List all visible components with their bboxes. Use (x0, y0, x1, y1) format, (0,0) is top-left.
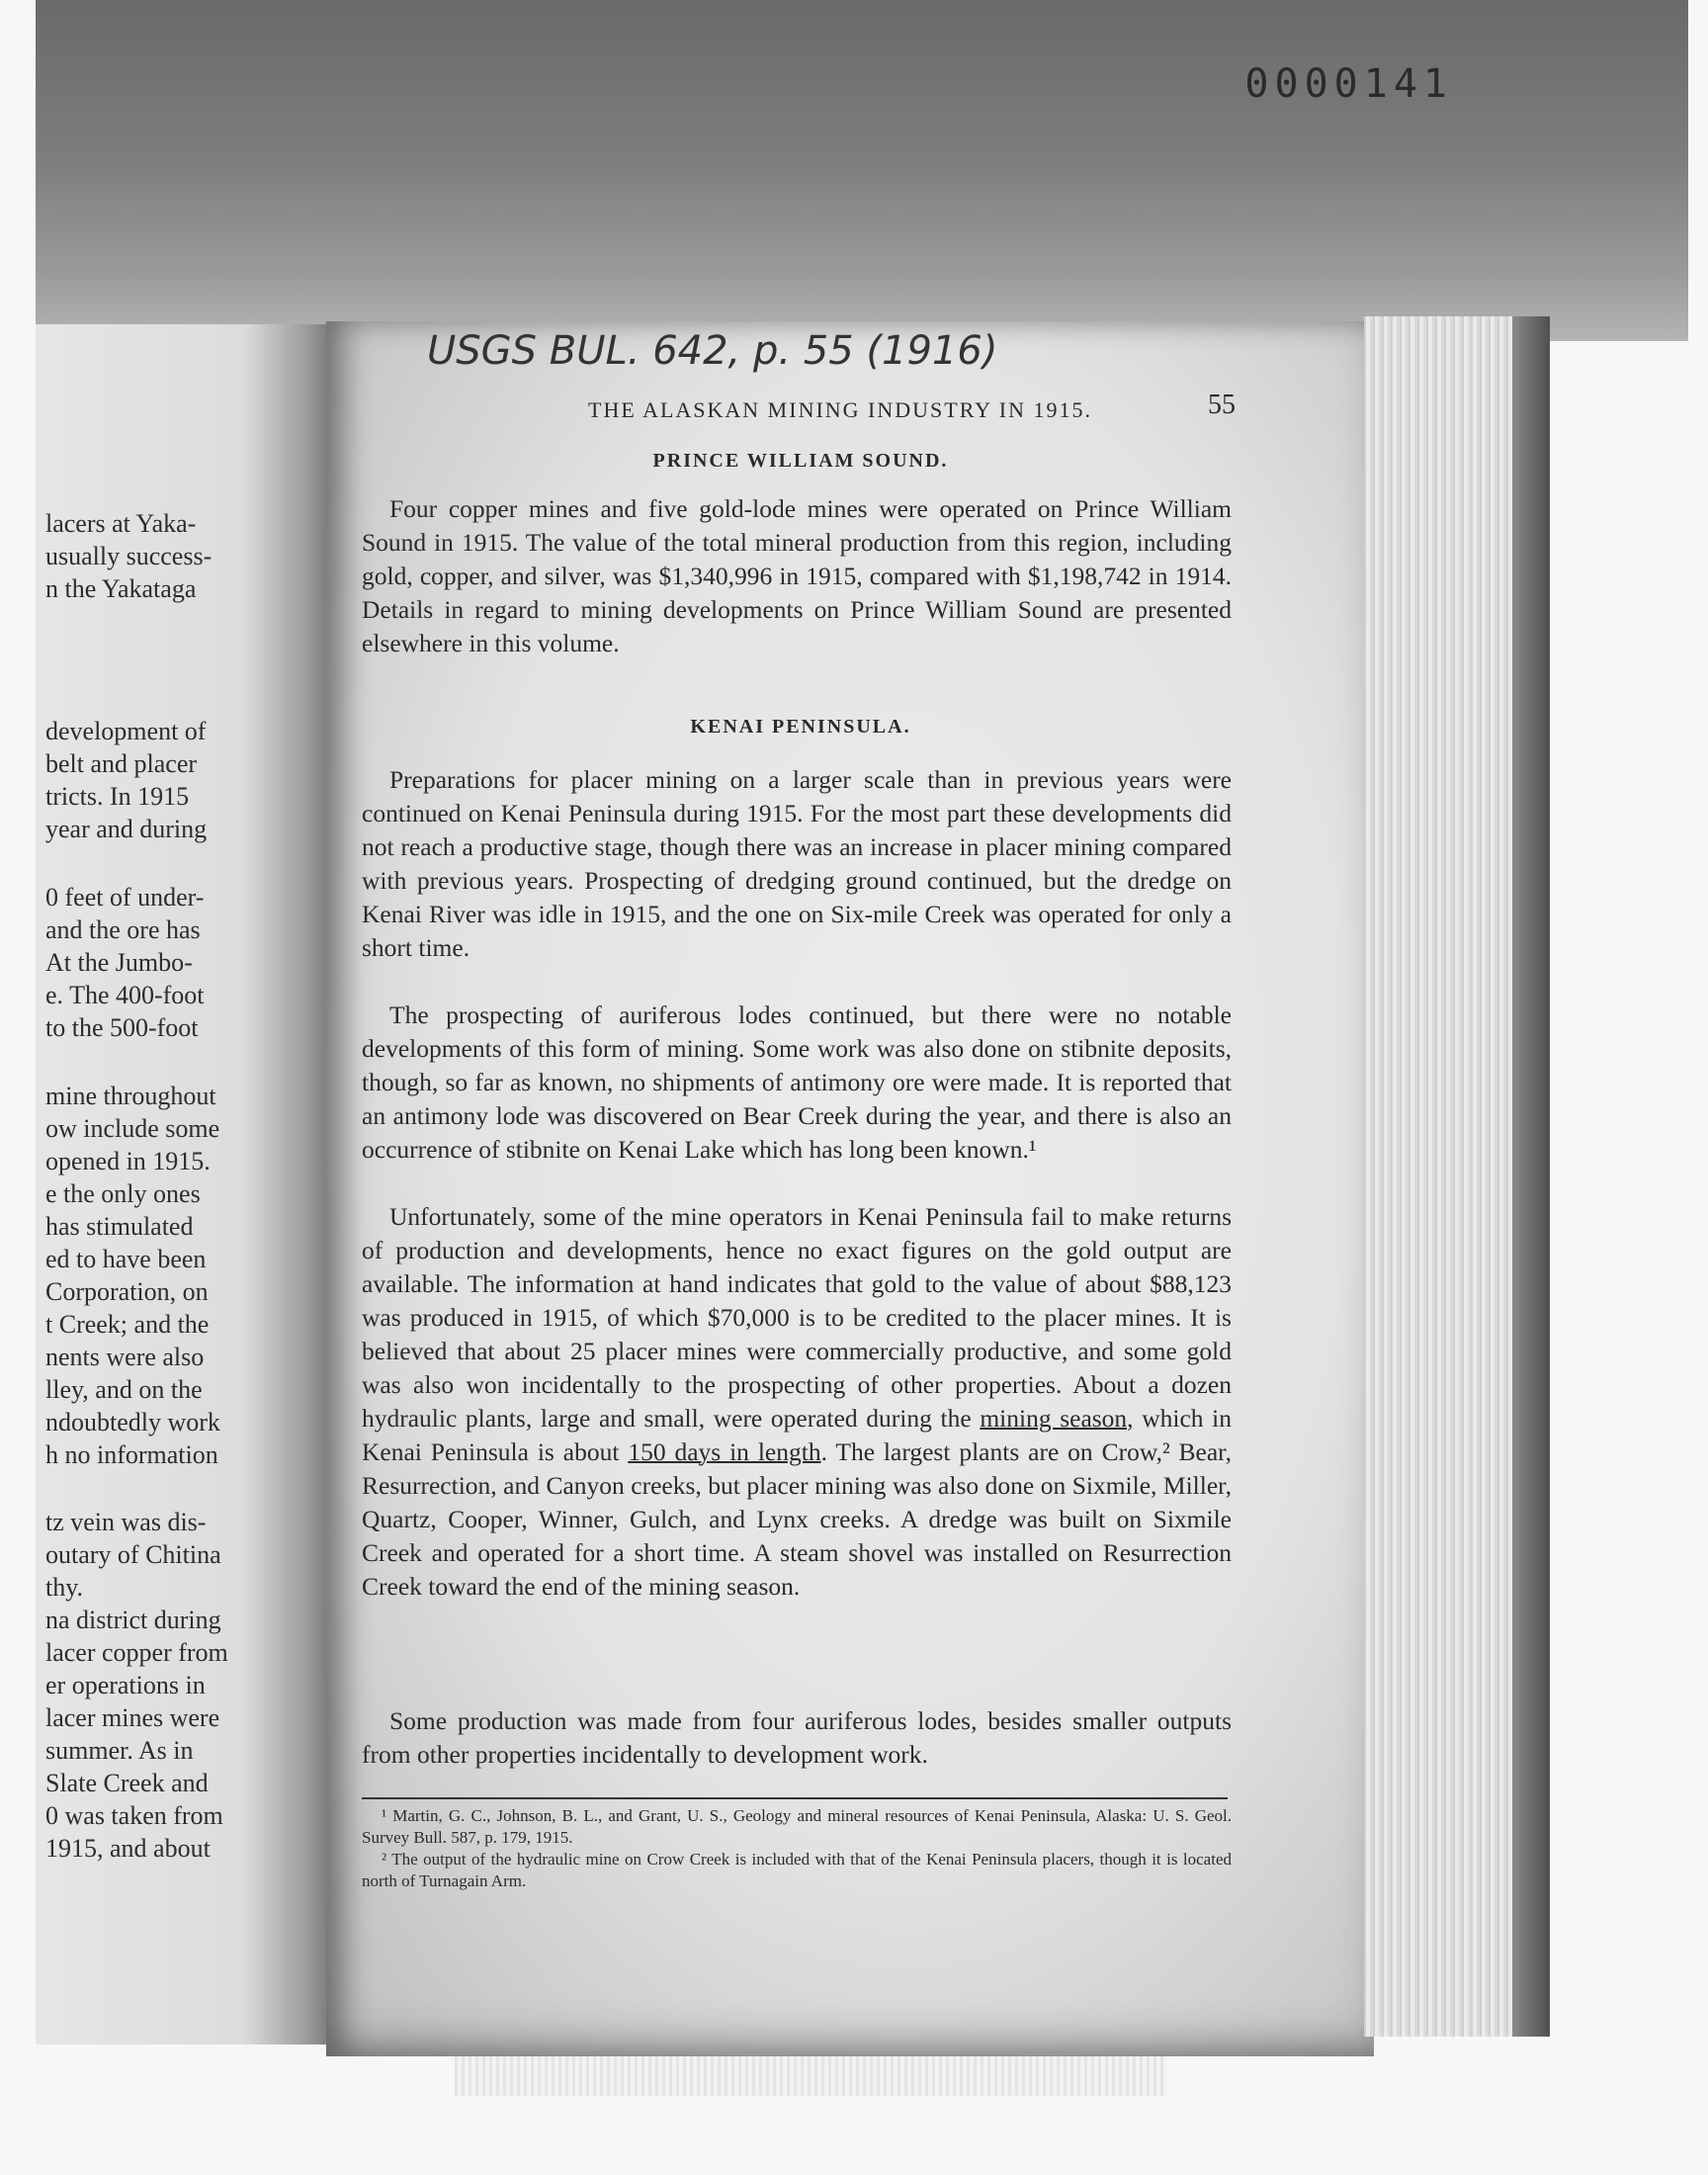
left-page-line: Slate Creek and (45, 1769, 209, 1797)
left-page-line: n the Yakataga (45, 574, 197, 603)
left-page-line: lacers at Yaka- (45, 509, 197, 538)
left-page-line: h no information (45, 1440, 218, 1469)
left-page-line: nents were also (45, 1343, 205, 1371)
footnote-1: ¹ Martin, G. C., Johnson, B. L., and Grant, U. S., Geology and mineral resources of Kenai Peninsula, Alaska: U. S. Geol. Survey Bull. 587, p. 179, 1915. (362, 1806, 1232, 1847)
left-page-line: er operations in (45, 1671, 206, 1699)
underlined-mining-season: mining season, (980, 1404, 1134, 1433)
scan-artifact-strip (455, 2056, 1166, 2096)
left-page-line: development of (45, 717, 207, 745)
left-page-line: ow include some (45, 1114, 220, 1143)
left-page-line: na district during (45, 1606, 221, 1634)
book-cover-edge (1512, 316, 1550, 2037)
left-page-line: to the 500-foot (45, 1013, 199, 1042)
paragraph-kenai-2: The prospecting of auriferous lodes continued, but there were no notable developments of this form of mining. Some work was also done on stibnite deposits, though, so far as known, no shipments of antimony ore were made. It is reported that an antimony lode was discovered on Bear Creek during the year, and there is also an occurrence of stibnite on Kenai Lake which has long been known.¹ (362, 1000, 1232, 1164)
left-page-line: tz vein was dis- (45, 1508, 207, 1536)
section-heading-prince-william-sound: PRINCE WILLIAM SOUND. (652, 450, 949, 472)
paragraph-prince-william-sound: Four copper mines and five gold-lode mines were operated on Prince William Sound in 1915. The value of the total mineral production from this region, including gold, copper, and silver, was $1,340,996 in 1915, compared with $1,198,742 in 1914. Details in regard to mining developments on Prince William Sound are presented elsewhere in this volume. (362, 494, 1232, 657)
footnote-2: ² The output of the hydraulic mine on Crow Creek is included with that of the Kenai Peninsula placers, though it is located north of Turnagain Arm. (362, 1850, 1232, 1890)
left-page-line: At the Jumbo- (45, 948, 193, 977)
left-page-line: 0 was taken from (45, 1801, 223, 1830)
paragraph-text-part: which in Kenai Peninsula is about (362, 1404, 1232, 1466)
document-stamp-number: 0000141 (1244, 61, 1453, 107)
page-number: 55 (1208, 390, 1236, 420)
left-page-line: outary of Chitina (45, 1540, 221, 1569)
left-page-line: summer. As in (45, 1736, 194, 1765)
left-page-line: belt and placer (45, 749, 198, 778)
footnote-rule (362, 1797, 1228, 1799)
left-page-line: tricts. In 1915 (45, 782, 190, 811)
running-head: THE ALASKAN MINING INDUSTRY IN 1915. (588, 397, 1092, 422)
left-page-line: lacer copper from (45, 1638, 228, 1667)
paragraph-text-part: Unfortunately, some of the mine operators in Kenai Peninsula fail to make returns of production and developments, hence no exact figures on the gold output are available. The information at hand indicates that gold to the value of about $88,123 was produced in 1915, of which $70,000 is to be credited to the placer mines. It is believed that about 25 placer mines were commercially productive, and some gold was also won incidentally to the prospecting of other properties. About a dozen hydraulic plants, large and small, were operated during the (362, 1202, 1232, 1433)
left-page-line: and the ore has (45, 915, 201, 944)
left-facing-page (36, 324, 332, 2044)
left-page-line: thy. (45, 1573, 84, 1602)
left-page-line: lley, and on the (45, 1375, 203, 1404)
left-page-line: ed to have been (45, 1245, 207, 1273)
left-page-line: e. The 400-foot (45, 981, 205, 1009)
paragraph-kenai-4: Some production was made from four auriferous lodes, besides smaller outputs from other properties incidentally to development work. (362, 1706, 1232, 1769)
left-page-line: ndoubtedly work (45, 1408, 220, 1436)
page-stack-edge (1364, 316, 1512, 2037)
paragraph-text-part: . The largest plants are on Crow,² Bear, Resurrection, and Canyon creeks, but placer mining was also done on Sixmile, Miller, Quartz, Cooper, Winner, Gulch, and Lynx creeks. A dredge was built on Sixmile Creek and operated for a short time. A steam shovel was installed on Resurrection Creek toward the end of the mining season. (362, 1437, 1232, 1601)
section-heading-kenai-peninsula: KENAI PENINSULA. (690, 716, 911, 738)
left-page-line: year and during (45, 815, 208, 843)
scan-top-shadow (36, 0, 1688, 341)
left-page-line: e the only ones (45, 1179, 201, 1208)
underlined-150-days: 150 days in length (628, 1437, 821, 1466)
left-page-line: mine throughout (45, 1082, 216, 1110)
left-page-line: Corporation, on (45, 1277, 209, 1306)
handwritten-citation: USGS BUL. 642, p. 55 (1916) (427, 328, 998, 374)
footnotes (362, 1805, 1232, 1892)
paragraph-kenai-3 (362, 1200, 1232, 1604)
left-page-line: usually success- (45, 542, 213, 570)
left-page-line: has stimulated (45, 1212, 194, 1241)
left-page-line: opened in 1915. (45, 1147, 211, 1175)
left-page-line: 1915, and about (45, 1834, 211, 1863)
left-page-line: t Creek; and the (45, 1310, 210, 1339)
left-page-line: 0 feet of under- (45, 883, 205, 912)
left-page-line: lacer mines were (45, 1703, 220, 1732)
paragraph-kenai-1: Preparations for placer mining on a larger scale than in previous years were continued on Kenai Peninsula during 1915. For the most part these developments did not reach a productive stage, though there was an increase in placer mining compared with previous years. Prospecting of dredging ground continued, but the dredge on Kenai River was idle in 1915, and the one on Six-mile Creek was operated for only a short time. (362, 765, 1232, 962)
